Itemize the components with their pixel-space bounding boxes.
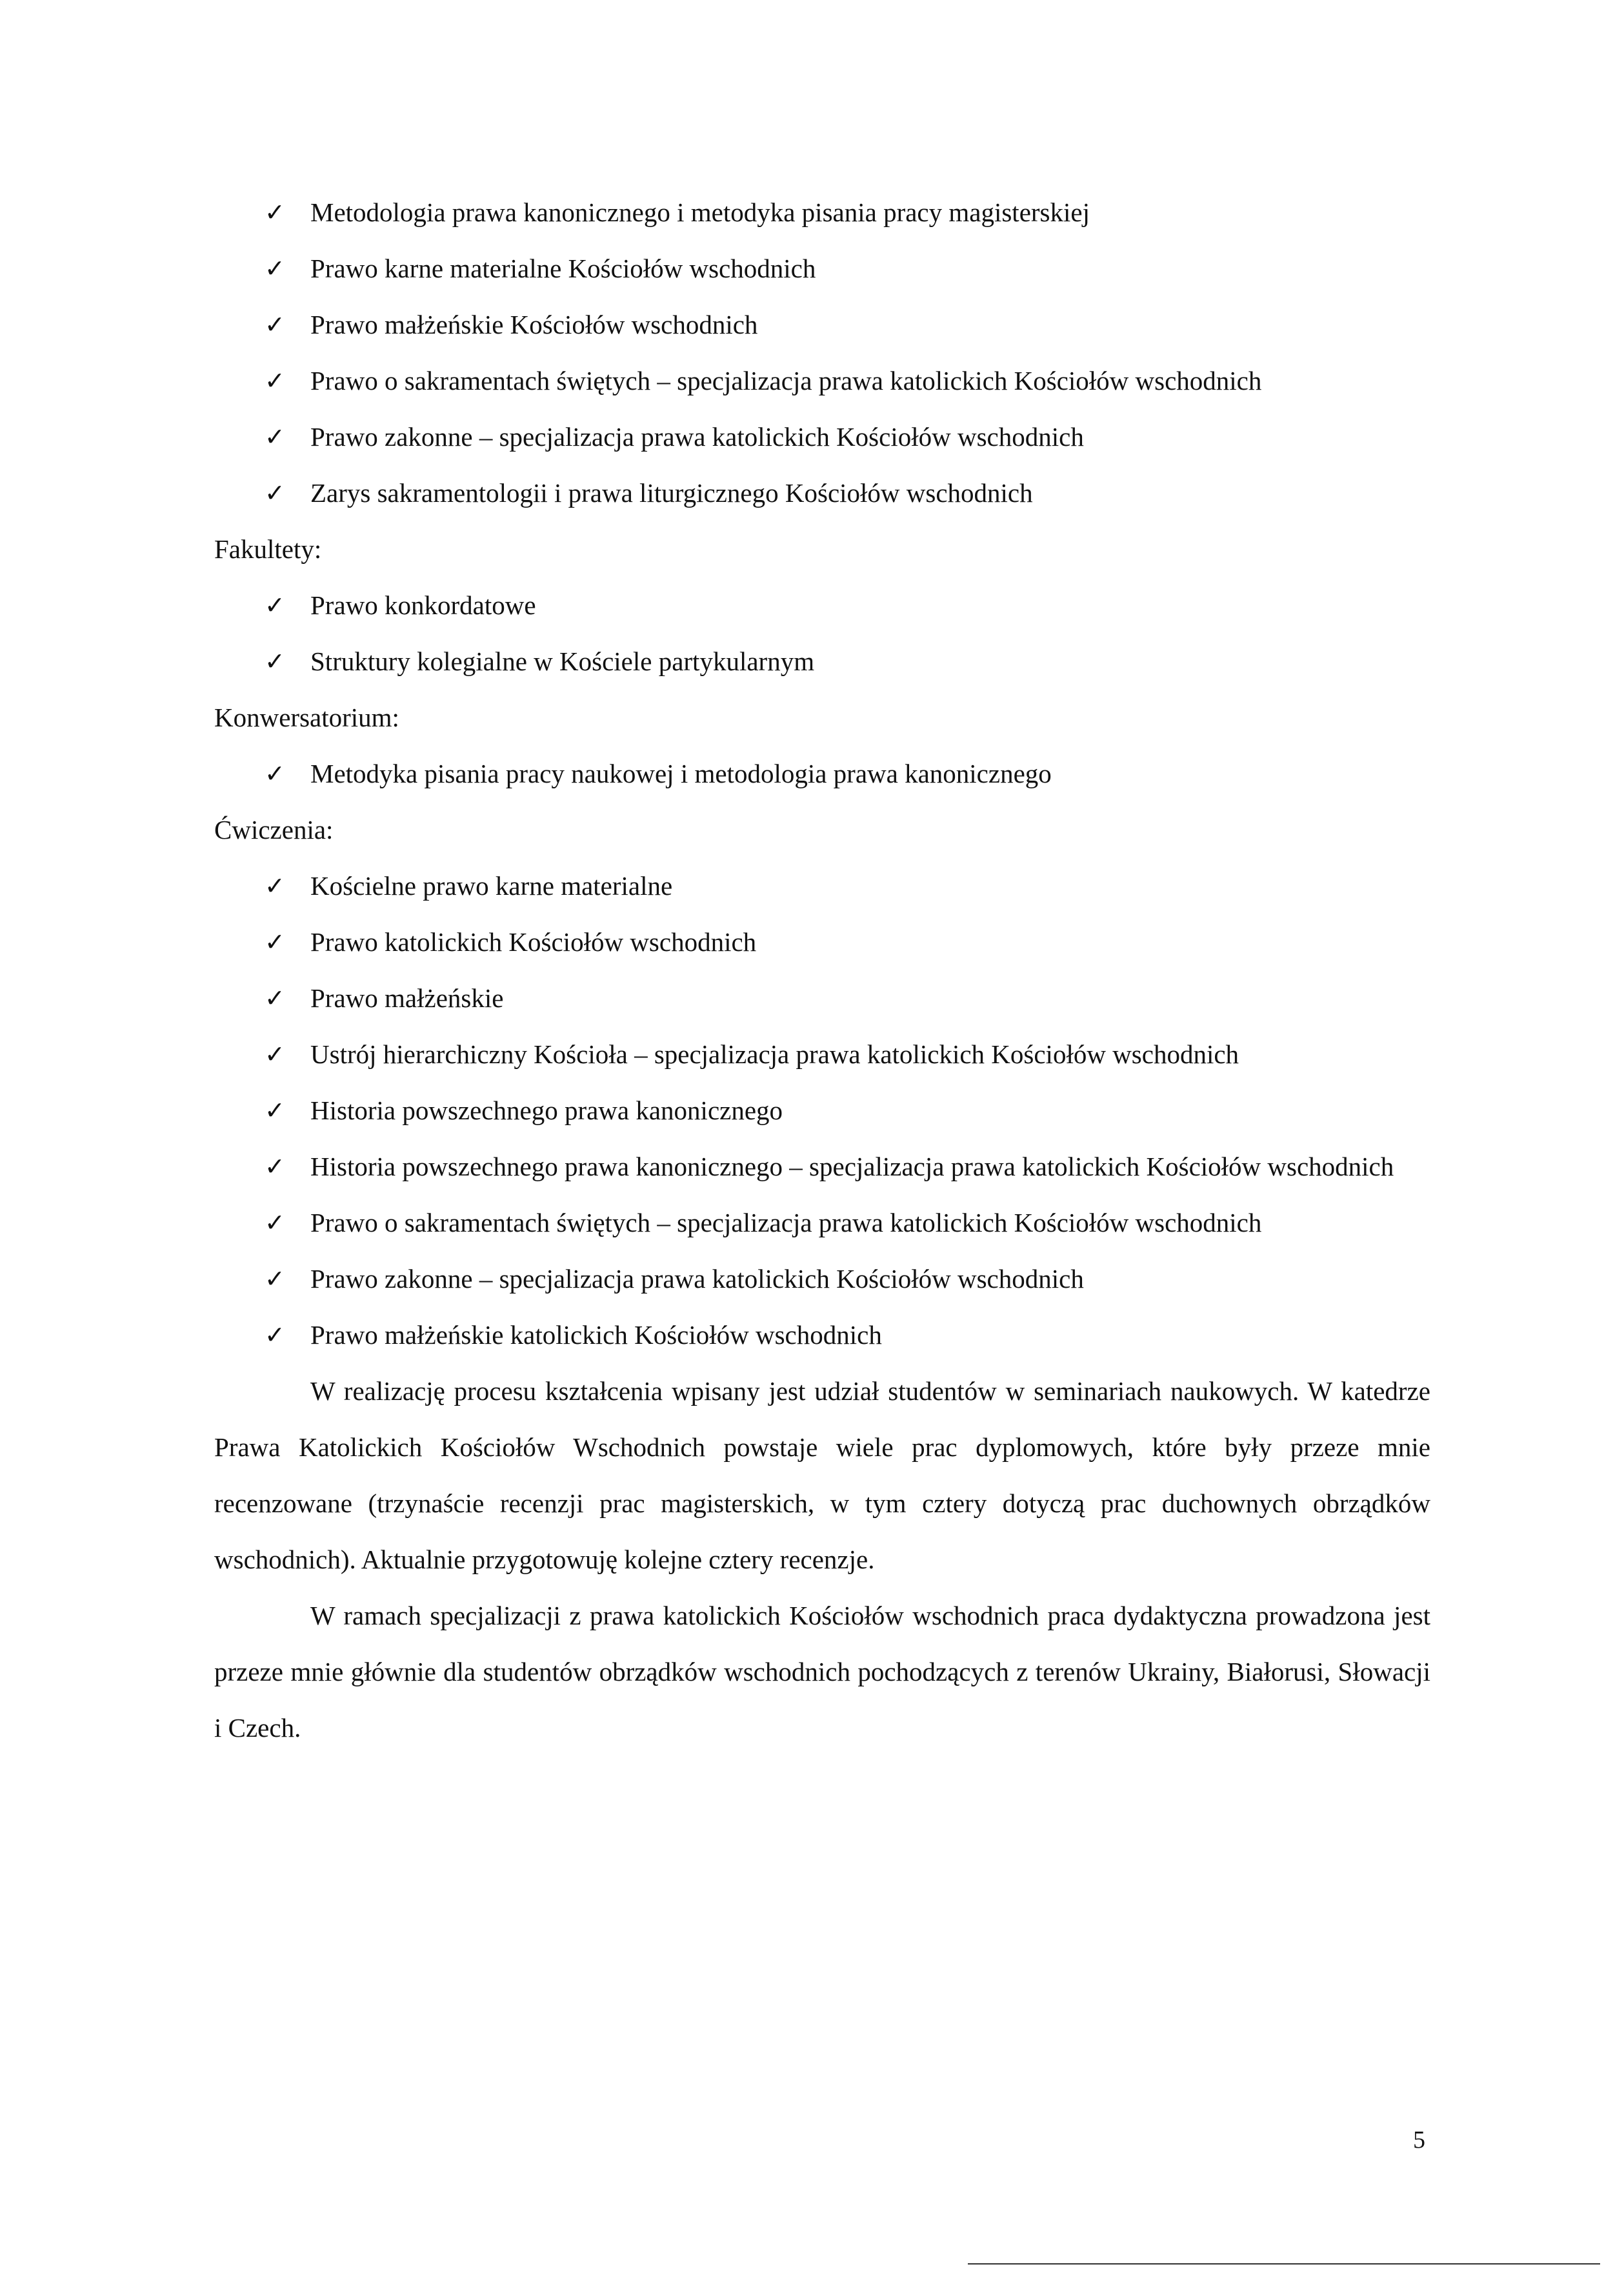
list-item-text: Prawo małżeńskie Kościołów wschodnich xyxy=(310,310,758,339)
list-item-text: Historia powszechnego prawa kanonicznego – specjalizacja prawa katolickich Kościołów wschodnich xyxy=(310,1152,1394,1181)
list-item xyxy=(214,1307,1430,1363)
list-item-text: Prawo o sakramentach świętych – specjalizacja prawa katolickich Kościołów wschodnich xyxy=(310,366,1262,395)
check-mark-icon: ✓ xyxy=(265,1152,285,1181)
list-item xyxy=(214,577,1430,634)
list-item xyxy=(214,1026,1430,1083)
list-item-text: Kościelne prawo karne materialne xyxy=(310,871,673,901)
section-heading-cwiczenia: Ćwiczenia: xyxy=(214,815,334,845)
list-item-text: Prawo zakonne – specjalizacja prawa katolickich Kościołów wschodnich xyxy=(310,422,1084,452)
check-mark-icon: ✓ xyxy=(265,872,285,900)
check-mark-icon: ✓ xyxy=(265,759,285,788)
check-mark-icon: ✓ xyxy=(265,479,285,507)
list-item-text: Prawo katolickich Kościołów wschodnich xyxy=(310,927,757,957)
check-mark-icon: ✓ xyxy=(265,928,285,956)
list-item-text: Prawo małżeńskie xyxy=(310,983,504,1013)
check-mark-icon: ✓ xyxy=(265,366,285,395)
list-item-text: Prawo zakonne – specjalizacja prawa katolickich Kościołów wschodnich xyxy=(310,1264,1084,1294)
list-item xyxy=(214,914,1430,970)
check-mark-icon: ✓ xyxy=(265,254,285,283)
check-mark-icon: ✓ xyxy=(265,1265,285,1293)
list-item xyxy=(214,858,1430,914)
check-mark-icon: ✓ xyxy=(265,423,285,451)
list-item xyxy=(214,746,1430,802)
document-body xyxy=(214,185,1430,1756)
list-item xyxy=(214,353,1430,409)
paragraph-specialization: W ramach specjalizacji z prawa katolickich Kościołów wschodnich praca dydaktyczna prowadzona jest przeze mnie głównie dla studentów obrządków wschodnich pochodzących z terenów Ukrainy, Białorusi, Słowacji i Czech. xyxy=(214,1601,1430,1743)
list-item-text: Ustrój hierarchiczny Kościoła – specjalizacja prawa katolickich Kościołów wschodnich xyxy=(310,1039,1239,1069)
check-mark-icon: ✓ xyxy=(265,591,285,619)
check-mark-icon: ✓ xyxy=(265,1040,285,1068)
check-mark-icon: ✓ xyxy=(265,1096,285,1125)
check-mark-icon: ✓ xyxy=(265,310,285,339)
list-item xyxy=(214,634,1430,690)
list-item xyxy=(214,1251,1430,1307)
list-item-text: Metodologia prawa kanonicznego i metodyka pisania pracy magisterskiej xyxy=(310,197,1090,227)
list-item xyxy=(214,185,1430,241)
list-item xyxy=(214,409,1430,465)
list-item-text: Prawo karne materialne Kościołów wschodnich xyxy=(310,254,816,283)
page-number: 5 xyxy=(1413,2126,1425,2154)
list-item xyxy=(214,241,1430,297)
list-item xyxy=(214,1195,1430,1251)
section-heading-fakultety: Fakultety: xyxy=(214,534,322,564)
list-item-text: Metodyka pisania pracy naukowej i metodologia prawa kanonicznego xyxy=(310,759,1052,788)
section-heading-konwersatorium: Konwersatorium: xyxy=(214,703,399,732)
list-item xyxy=(214,1083,1430,1139)
check-mark-icon: ✓ xyxy=(265,647,285,675)
list-item-text: Prawo konkordatowe xyxy=(310,590,536,620)
list-item xyxy=(214,970,1430,1026)
list-item-text: Historia powszechnego prawa kanonicznego xyxy=(310,1095,783,1125)
list-item xyxy=(214,297,1430,353)
list-item-text: Prawo małżeńskie katolickich Kościołów wschodnich xyxy=(310,1320,882,1350)
list-item xyxy=(214,1139,1430,1195)
check-mark-icon: ✓ xyxy=(265,1208,285,1237)
check-mark-icon: ✓ xyxy=(265,198,285,226)
list-item-text: Prawo o sakramentach świętych – specjalizacja prawa katolickich Kościołów wschodnich xyxy=(310,1208,1262,1237)
footer-divider xyxy=(968,2263,1600,2265)
check-mark-icon: ✓ xyxy=(265,984,285,1012)
list-item xyxy=(214,465,1430,521)
list-item-text: Zarys sakramentologii i prawa liturgicznego Kościołów wschodnich xyxy=(310,478,1033,508)
paragraph-seminars: W realizację procesu kształcenia wpisany jest udział studentów w seminariach naukowych. W katedrze Prawa Katolickich Kościołów Wschodnich powstaje wiele prac dyplomowych, które były przeze mnie recenzowane (trzynaście recenzji prac magisterskich, w tym cztery dotyczą prac duchownych obrządków wschodnich). Aktualnie przygotowuję kolejne cztery recenzje. xyxy=(214,1376,1430,1574)
list-item-text: Struktury kolegialne w Kościele partykularnym xyxy=(310,646,815,676)
check-mark-icon: ✓ xyxy=(265,1321,285,1349)
